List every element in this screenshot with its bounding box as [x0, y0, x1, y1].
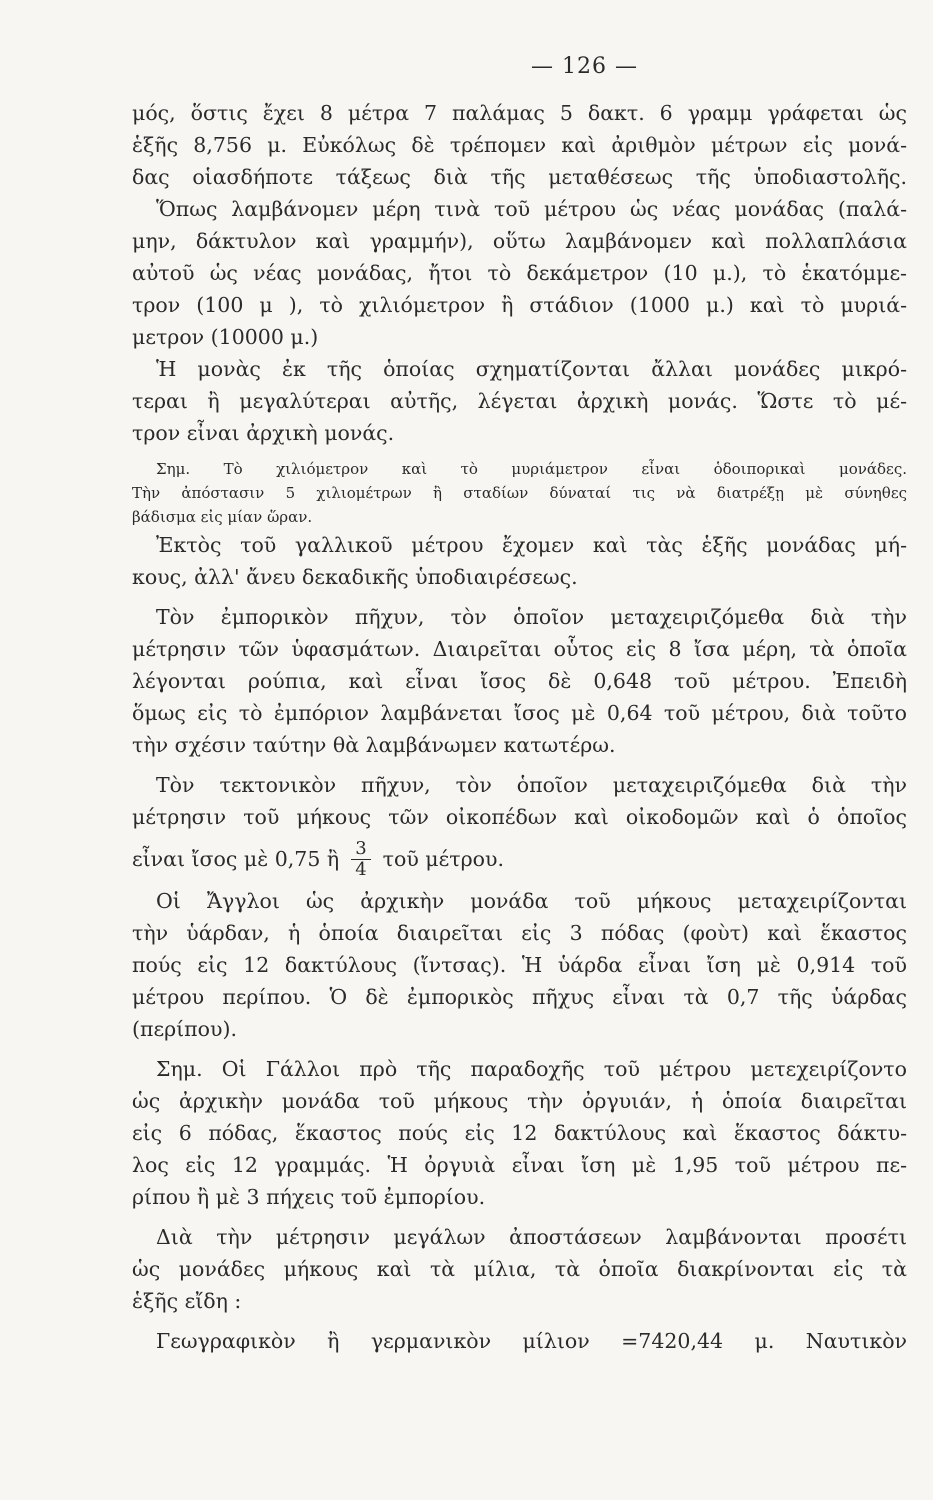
text-line: Τὸν τεκτονικὸν πῆχυν, τὸν ὁποῖον μεταχειριζόμεθα διὰ τὴν — [156, 773, 907, 797]
text-line: Σημ. Οἱ Γάλλοι πρὸ τῆς παραδοχῆς τοῦ μέτρου μετεχειρίζοντο — [156, 1057, 907, 1081]
text-line: ἑξῆς 8,756 μ. Εὐκόλως δὲ τρέπομεν καὶ ἀριθμὸν μέτρων εἰς μονά- — [132, 133, 907, 157]
text-line: μέτρησιν τοῦ μήκους τῶν οἰκοπέδων καὶ οἰκοδομῶν καὶ ὁ ὁποῖος — [132, 805, 907, 829]
text-line: λέγονται ρούπια, καὶ εἶναι ἴσος δὲ 0,648 τοῦ μέτρου. Ἐπειδὴ — [132, 669, 907, 693]
text-line: Οἱ Ἄγγλοι ὡς ἀρχικὴν μονάδα τοῦ μήκους μεταχειρίζονται — [156, 889, 907, 913]
text-line: ἑξῆς εἴδη : — [132, 1289, 242, 1313]
text-line: ὅμως εἰς τὸ ἐμπόριον λαμβάνεται ἴσος μὲ 0,64 τοῦ μέτρου, διὰ τοῦτο — [132, 701, 907, 725]
text-line: λος εἰς 12 γραμμάς. Ἡ ὀργυιὰ εἶναι ἴση μὲ 1,95 τοῦ μέτρου πε- — [132, 1153, 907, 1177]
text-line: Ἡ μονὰς ἐκ τῆς ὁποίας σχηματίζονται ἄλλαι μονάδες μικρό- — [156, 357, 907, 381]
text-line: Τὸν ἐμπορικὸν πῆχυν, τὸν ὁποῖον μεταχειριζόμεθα διὰ τὴν — [156, 605, 907, 629]
text-line: ὡς ἀρχικὴν μονάδα τοῦ μήκους τὴν ὀργυιάν, ἡ ὁποία διαιρεῖται — [132, 1089, 907, 1113]
text-line: μέτρησιν τῶν ὑφασμάτων. Διαιρεῖται οὗτος εἰς 8 ἴσα μέρη, τὰ ὁποῖα — [132, 637, 907, 661]
text-line: αὐτοῦ ὡς νέας μονάδας, ἤτοι τὸ δεκάμετρον (10 μ.), τὸ ἑκατόμμε- — [132, 261, 907, 285]
text-line: μέτρου περίπου. Ὁ δὲ ἐμπορικὸς πῆχυς εἶναι τὰ 0,7 τῆς ὑάρδας — [132, 985, 907, 1009]
fraction-prefix: εἶναι ἴσος μὲ 0,75 ἢ — [132, 847, 340, 871]
footnote-block-1 — [132, 457, 907, 529]
text-line: (περίπου). — [132, 1017, 237, 1041]
text-line: κους, ἀλλ' ἄνευ δεκαδικῆς ὑποδιαιρέσεως. — [132, 565, 578, 589]
text-line: Ὅπως λαμβάνομεν μέρη τινὰ τοῦ μέτρου ὡς νέας μονάδας (παλά- — [156, 197, 907, 221]
text-line: πούς εἰς 12 δακτύλους (ἴντσας). Ἡ ὑάρδα εἶναι ἴση μὲ 0,914 τοῦ — [132, 953, 907, 977]
text-line: Διὰ τὴν μέτρησιν μεγάλων ἀποστάσεων λαμβάνονται προσέτι — [156, 1225, 907, 1249]
text-line: Γεωγραφικὸν ἢ γερμανικὸν μίλιον =7420,44 μ. Ναυτικὸν — [156, 1329, 907, 1353]
fraction — [351, 839, 370, 880]
fraction-denominator: 4 — [355, 858, 367, 880]
fraction-line — [132, 833, 907, 885]
fraction-numerator: 3 — [351, 839, 370, 860]
note-line: Τὴν ἀπόστασιν 5 χιλιομέτρων ἢ σταδίων δύναταί τις νὰ διατρέξῃ μὲ σύνηθες — [132, 484, 907, 502]
text-line: τρον εἶναι ἀρχικὴ μονάς. — [132, 421, 395, 445]
paragraph-block-2 — [132, 529, 907, 833]
text-line: ρίπου ἢ μὲ 3 πήχεις τοῦ ἐμπορίου. — [132, 1185, 486, 1209]
text-line: μός, ὅστις ἔχει 8 μέτρα 7 παλάμας 5 δακτ. 6 γραμμ γράφεται ὡς — [132, 101, 907, 125]
text-line: μην, δάκτυλον καὶ γραμμήν), οὕτω λαμβάνομεν καὶ πολλαπλάσια — [132, 229, 907, 253]
text-line: τεραι ἢ μεγαλύτεραι αὐτῆς, λέγεται ἀρχικὴ μονάς. Ὥστε τὸ μέ- — [132, 389, 907, 413]
paragraph-block-1 — [132, 97, 907, 449]
text-line: τὴν σχέσιν ταύτην θὰ λαμβάνωμεν κατωτέρω. — [132, 733, 616, 757]
page-number: — 126 — — [531, 54, 638, 79]
text-line: δας οἱασδήποτε τάξεως διὰ τῆς μεταθέσεως τῆς ὑποδιαστολῆς. — [132, 165, 907, 189]
text-line: εἰς 6 πόδας, ἕκαστος πούς εἰς 12 δακτύλους καὶ ἕκαστος δάκτυ- — [132, 1121, 907, 1145]
text-line: μετρον (10000 μ.) — [132, 325, 319, 349]
text-line: ὡς μονάδες μήκους καὶ τὰ μίλια, τὰ ὁποῖα διακρίνονται εἰς τὰ — [132, 1257, 907, 1281]
text-line: Ἐκτὸς τοῦ γαλλικοῦ μέτρου ἔχομεν καὶ τὰς ἑξῆς μονάδας μή- — [156, 533, 907, 557]
note-line: βάδισμα εἰς μίαν ὥραν. — [132, 508, 313, 526]
note-line: Σημ. Τὸ χιλιόμετρον καὶ τὸ μυριάμετρον εἶναι ὁδοιπορικαὶ μονάδες. — [156, 460, 907, 478]
fraction-suffix: τοῦ μέτρου. — [382, 847, 504, 871]
page-content — [132, 54, 907, 1357]
text-line: τὴν ὑάρδαν, ἡ ὁποία διαιρεῖται εἰς 3 πόδας (φοὺτ) καὶ ἕκαστος — [132, 921, 907, 945]
text-line: τρον (100 μ ), τὸ χιλιόμετρον ἢ στάδιον (1000 μ.) καὶ τὸ μυριά- — [132, 293, 907, 317]
paragraph-block-3 — [132, 885, 907, 1357]
